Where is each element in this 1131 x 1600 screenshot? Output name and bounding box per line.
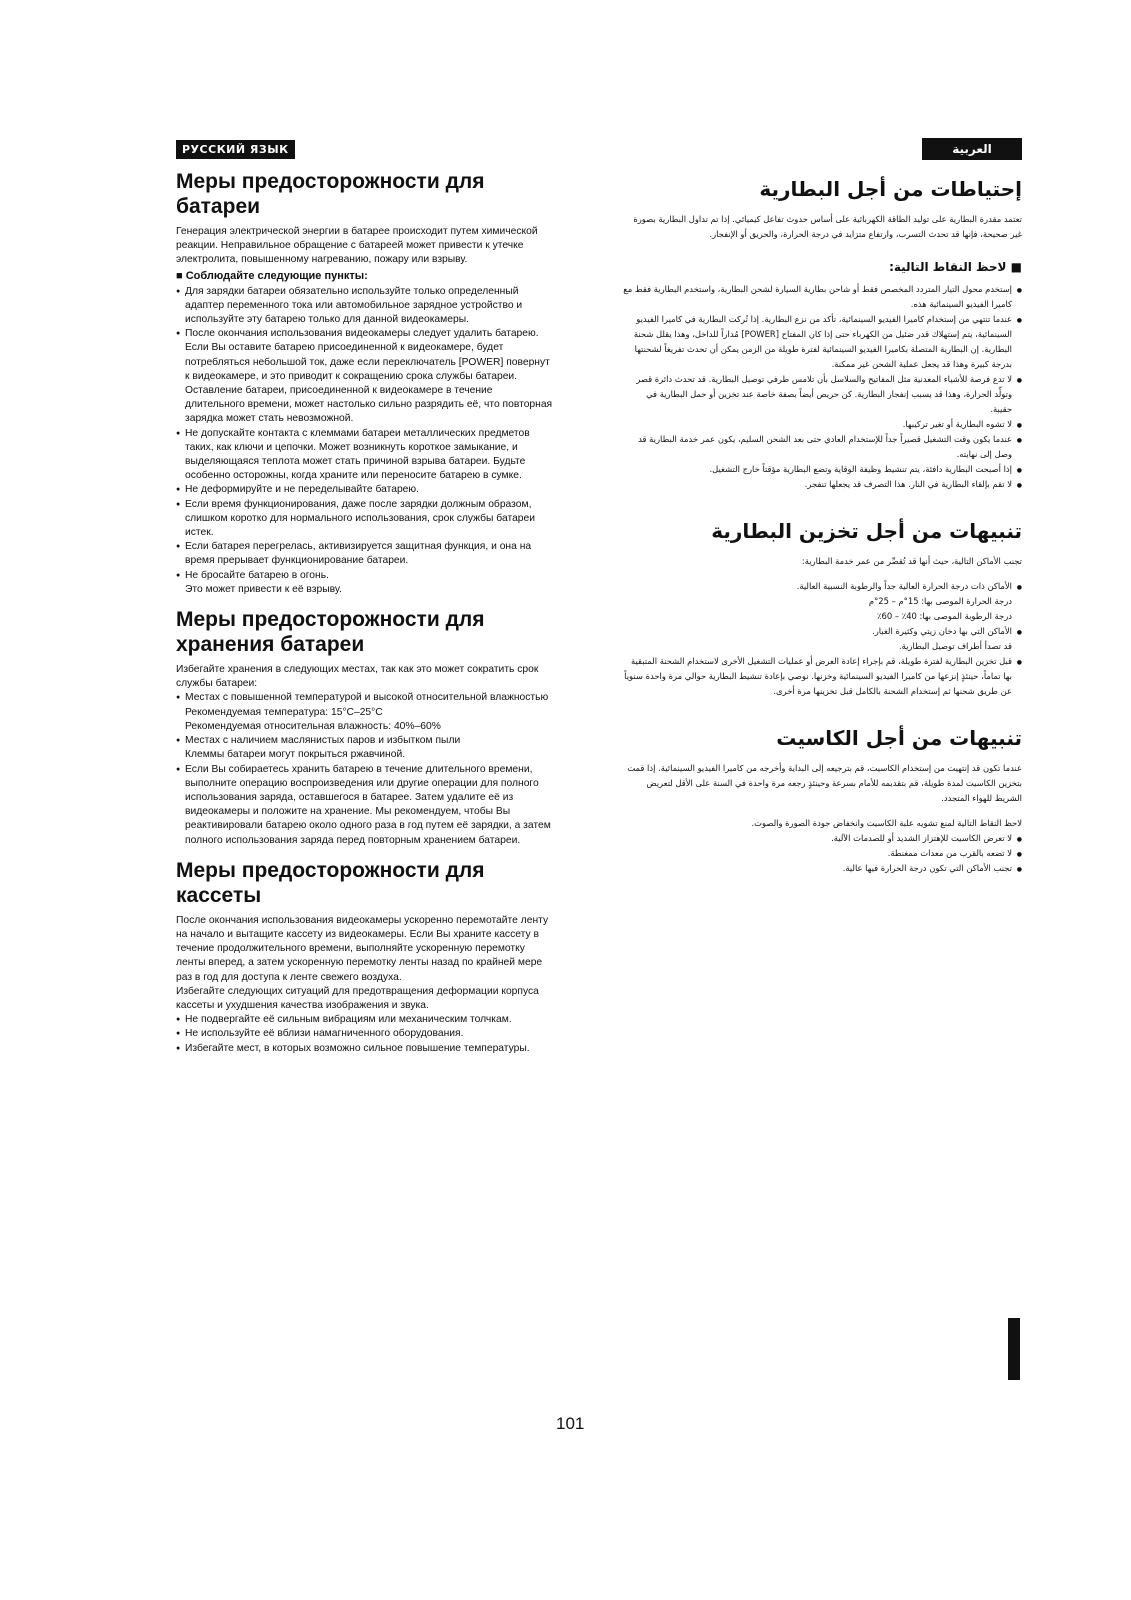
list-item: ● لا تعرض الكاسيت للإهتزاز الشديد أو للصدمات الآلية. <box>622 831 1022 846</box>
battery-precautions-list <box>176 285 554 597</box>
section-paragraph-cassette-ar-1: عندما تكون قد إنتهيت من إستخدام الكاسيت، قم بترجيعه إلى البداية وأخرجه من كاميرا الفيديو السينمائية. إذا قمت بتخزين الكاسيت لمدة طويلة، قم بتقديمه للأمام بسرعة وحينئذٍ رجعه مرة واحدة في السنة على الأقل لتعريض الشريط للهواء المتجدد. <box>627 763 1022 803</box>
section-intro-battery-ar: تعتمد مقدرة البطارية على توليد الطاقة الكهربائية على أساس حدوث تفاعل كيميائي. إذا تم تداول البطارية بصورة غير صحيحة، فإنها قد تحدث التسرب، وارتفاع متزايد في درجة الحرارة، والحريق أو الإنفجار. <box>633 214 1022 239</box>
spacer <box>622 569 1022 579</box>
battery-storage-list-ar <box>622 579 1022 699</box>
list-item: ● الأماكن التي بها دخان زيتي وكثيرة الغبار. قد تصدأ أطراف توصيل البطارية. <box>622 624 1022 654</box>
section-intro-battery: Генерация электрической энергии в батарее происходит путем химической реакции. Неправильное обращение с батареей может привести к утечке электролита, повышенному нагреванию, пожару или взрыву. <box>176 226 538 266</box>
list-item: ● Не деформируйте и не переделывайте батарею. <box>176 483 554 497</box>
language-badge-russian: РУССКИЙ ЯЗЫК <box>176 140 295 159</box>
list-item: ● قبل تخزين البطارية لفترة طويلة، قم بإجراء إعادة العرض أو عمليات التشغيل الأخرى لاستخدام الشحنة المتبقية بها تماماً، حينئذٍ إنزعها من كاميرا الفيديو السينمائية وخزنها. نوصي بإعادة تنشيط البطارية حوالي مرة واحدة سنوياً عن طريق شحنها ثم إستخدام الشحنة بالكامل قبل تخزينها مرة أخرى. <box>622 654 1022 699</box>
list-item: ● Избегайте мест, в которых возможно сильное повышение температуры. <box>176 1042 554 1056</box>
list-item: ● عندما يكون وقت التشغيل قصيراً جداً للإستخدام العادي حتى بعد الشحن السليم، يكون عمر خدمة البطارية قد وصل إلى نهايته. <box>622 432 1022 462</box>
list-item: ● Не бросайте батарею в огонь. Это может привести к её взрыву. <box>176 569 554 597</box>
list-item: ● لا تقم بإلقاء البطارية في النار. هذا التصرف قد يجعلها تنفجر. <box>622 477 1022 492</box>
list-item: ● Не допускайте контакта с клеммами батареи металлических предметов таких, как ключи и цепочки. Может возникнуть короткое замыкание, и выделяющаяся теплота может стать причиной взрыва батареи. Будьте особенно осторожны, когда храните или переносите батарею в сумке. <box>176 427 554 484</box>
subheading-observe-ar: ■ لاحظ النقاط التالية: <box>889 260 1022 274</box>
list-item: ● عندما تنتهي من إستخدام كاميرا الفيديو السينمائية، تأكد من نزع البطارية. إذا تُركت البطارية في كاميرا الفيديو السينمائية، يتم إستهلاك قدر ضئيل من الكهرباء حتى إذا كان المفتاح [POWER] مُداراً للداخل، وهذا يقلل شحنة البطارية. إن البطارية المتصلة بكاميرا الفيديو السينمائية لفترة طويلة من الزمن يمكن أن تحدث تفريغاً لشحنتها بدرجة كبيرة وهذا قد يجعل عملية الشحن غير ممكنة. <box>622 312 1022 372</box>
arabic-column <box>622 138 1022 876</box>
language-badge-arabic: العربية <box>922 138 1022 160</box>
section-title-cassette: Меры предосторожности для кассеты <box>176 858 485 907</box>
subheading-observe: ■ Соблюдайте следующие пункты: <box>176 269 368 282</box>
list-item: ● لا تضعه بالقرب من معدات ممغنطة. <box>622 846 1022 861</box>
section-paragraph-cassette-2: Избегайте следующих ситуаций для предотвращения деформации корпуса кассеты и ухудшения качества изображения и звука. <box>176 985 539 1011</box>
cassette-precautions-list-ar <box>622 831 1022 876</box>
list-item: ● Для зарядки батареи обязательно используйте только определенный адаптер переменного тока или автомобильное зарядное устройство и используйте эту батарею только для данной видеокамеры. <box>176 285 554 328</box>
section-intro-battery-storage: Избегайте хранения в следующих местах, так как это может сократить срок службы батареи: <box>176 664 539 690</box>
list-item: ● Местах с повышенной температурой и высокой относительной влажностью Рекомендуемая температура: 15°C–25°C Рекомендуемая относительная влажность: 40%–60% <box>176 691 554 734</box>
russian-column <box>176 138 554 1056</box>
section-title-battery-storage-ar: تنبيهات من أجل تخزين البطارية <box>711 519 1022 543</box>
list-item: ● تجنب الأماكن التي تكون درجة الحرارة فيها عالية. <box>622 861 1022 876</box>
section-intro-battery-storage-ar: تجنب الأماكن التالية، حيث أنها قد تُقصِّر من عمر خدمة البطارية: <box>801 556 1022 566</box>
section-title-cassette-ar: تنبيهات من أجل الكاسيت <box>776 726 1022 750</box>
spacer <box>622 806 1022 816</box>
cassette-precautions-list <box>176 1013 554 1056</box>
section-title-battery-storage: Меры предосторожности для хранения батареи <box>176 608 485 657</box>
list-item: ● Если Вы собираетесь хранить батарею в течение длительного времени, выполните операцию воспроизведения или другие операции для полного использования заряда, оставшегося в батарее. Затем удалите её из видеокамеры и положите на хранение. Мы рекомендуем, чтобы Вы реактивировали батарею около одного раза в год путем её зарядки, а затем полного использования заряда перед повторным хранением батареи. <box>176 763 554 848</box>
section-marker-bar <box>1008 1318 1020 1380</box>
list-item: ● Не используйте её вблизи намагниченного оборудования. <box>176 1027 554 1041</box>
list-item: ● Если батарея перегрелась, активизируется защитная функция, и она на время прерывает функционирование батареи. <box>176 540 554 568</box>
section-paragraph-cassette-1: После окончания использования видеокамеры ускоренно перемотайте ленту на начало и вытащите кассету из видеокамеры. Если Вы храните кассету в течение продолжительного времени, выполняйте ускоренную перемотку ленты вперед, а затем ускоренную перемотку ленты назад по крайней мере раз в год для доступа к ленте свежего воздуха. <box>176 914 549 983</box>
list-item: ● После окончания использования видеокамеры следует удалить батарею. Если Вы оставите батарею присоединенной к видеокамере, будет потребляться небольшой ток, даже если переключатель [POWER] повернут к видеокамере, и это приводит к сокращению срока службы батареи. Оставление батареи, присоединенной к видеокамере в течение длительного времени, может настолько сильно разрядить её, что повторная зарядка может стать невозможной. <box>176 327 554 426</box>
page-number: 101 <box>556 1414 585 1433</box>
section-title-battery: Меры предосторожности для батареи <box>176 170 485 218</box>
list-item: ● إستخدم محول التيار المتردد المخصص فقط أو شاحن بطارية السيارة لشحن البطارية، واستخدم البطارية فقط مع كاميرا الفيديو السينمائية هذه. <box>622 282 1022 312</box>
list-item: ● إذا أصبحت البطارية دافئة، يتم تنشيط وظيفة الوقاية وتضع البطارية مؤقتاً خارج التشغيل. <box>622 462 1022 477</box>
list-item: ● Если время функционирования, даже после зарядки должным образом, слишком коротко для нормального использования, срок службы батареи истек. <box>176 498 554 541</box>
section-paragraph-cassette-ar-2: لاحظ النقاط التالية لمنع تشويه علبة الكاسيت وانخفاض جودة الصورة والصوت. <box>751 818 1022 828</box>
list-item: ● الأماكن ذات درجة الحرارة العالية جداً والرطوبة النسبية العالية. درجة الحرارة الموصى بها: 15°م – 25°م درجة الرطوبة الموصى بها: 40٪ – 60٪ <box>622 579 1022 624</box>
list-item: ● لا تدع فرصة للأشياء المعدنية مثل المفاتيح والسلاسل بأن تلامس طرفي توصيل البطارية. قد تحدث دائرة قصر وتولِّد الحرارة، وهذا قد يسبب إنفجار البطارية. كن حريص أيضاً بصفة خاصة عند تخزين أو حمل البطارية في حقيبة. <box>622 372 1022 417</box>
section-title-battery-ar: إحتياطات من أجل البطارية <box>759 177 1022 201</box>
battery-storage-list <box>176 691 554 847</box>
subheading-observe-ar-text: لاحظ النقاط التالية: <box>889 260 1007 274</box>
list-item: ● Местах с наличием маслянистых паров и избытком пыли Клеммы батареи могут покрыться ржавчиной. <box>176 734 554 762</box>
list-item: ● Не подвергайте её сильным вибрациям или механическим толчкам. <box>176 1013 554 1027</box>
battery-precautions-list-ar <box>622 282 1022 492</box>
list-item: ● لا تشوه البطارية أو تغير تركيبها. <box>622 417 1022 432</box>
subheading-observe-text: Соблюдайте следующие пункты: <box>185 269 368 282</box>
